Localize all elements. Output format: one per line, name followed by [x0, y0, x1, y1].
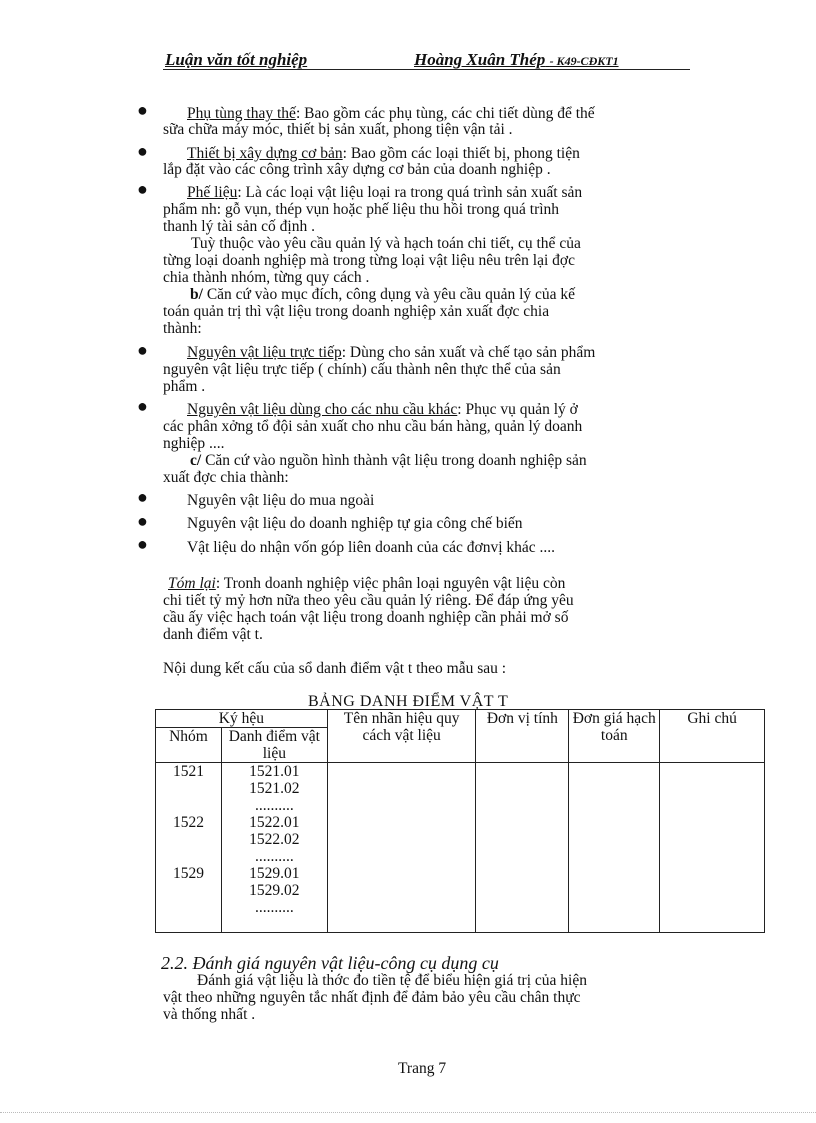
bullet-term: Nguyên vật liệu dùng cho các nhu cầu khác [187, 401, 458, 418]
section-line: Đánh giá vật liệu là thớc đo tiền tệ để biểu hiện giá trị của hiện [197, 972, 587, 989]
group-code: 1521 [172, 763, 204, 780]
material-code: .......... [254, 848, 294, 865]
page-number: Trang 7 [398, 1060, 447, 1077]
bullet-term: Thiết bị xây dựng cơ bản [187, 145, 343, 162]
header-author [414, 50, 619, 70]
bullet-dot: ● [137, 179, 148, 199]
bullet-text: Nguyên vật liệu do doanh nghiệp tự gia công chế biến [187, 515, 523, 532]
paragraph-text: Căn cứ vào nguồn hình thành vật liệu trong doanh nghiệp sản [201, 452, 587, 469]
bullet-dot: ● [137, 534, 148, 554]
section-line: vật theo những nguyên tắc nhất định để đảm bảo yêu cầu chân thực [163, 989, 581, 1006]
price-cell [569, 763, 660, 933]
table-row [156, 763, 765, 933]
paragraph-line: Tuỳ thuộc vào yêu cầu quản lý và hạch toán chi tiết, cụ thể của [191, 235, 581, 252]
bullet-text: nghiệp .... [163, 435, 225, 452]
bullet-term: Phụ tùng thay thế [187, 105, 296, 122]
paragraph-line [190, 453, 587, 469]
name-cell [327, 763, 476, 933]
material-code: .......... [254, 899, 294, 916]
summary-text: : Tronh doanh nghiệp việc phân loại nguyên vật liệu còn [215, 575, 566, 592]
bullet-line [187, 345, 595, 361]
note-cell [660, 763, 765, 933]
bullet-text: : Bao gồm các phụ tùng, các chi tiết dùng để thế [295, 105, 595, 122]
bullet-text: : Bao gồm các loại thiết bị, phong tiện [342, 145, 580, 162]
paragraph-line: từng loại doanh nghiệp mà trong từng loại vật liệu nêu trên lại đợc [163, 252, 575, 269]
bullet-text: thanh lý tài sản cố định . [163, 218, 315, 235]
header-class-code: - K49-CĐKT1 [549, 54, 619, 68]
material-code: 1522.01 [249, 814, 300, 831]
group-code: 1529 [172, 865, 204, 882]
bullet-text: Vật liệu do nhận vốn góp liên doanh của các đơnvị khác .... [187, 539, 556, 556]
header-author-name: Hoàng Xuân Thép [414, 50, 546, 69]
summary-line: danh điểm vật t. [163, 626, 263, 643]
bullet-text: : Phục vụ quản lý ở [457, 401, 578, 418]
paragraph-line: toán quản trị thì vật liệu trong doanh nghiệp xản xuất đợc chia [163, 303, 550, 320]
unit-cell [476, 763, 569, 933]
bullet-dot: ● [137, 100, 148, 120]
bullet-line [187, 402, 578, 418]
header-rule [163, 69, 690, 70]
bullet-dot: ● [137, 396, 148, 416]
bullet-dot: ● [137, 487, 148, 507]
section-label-c: c/ [190, 452, 202, 469]
table-header-row [156, 710, 765, 728]
material-code: 1521.01 [249, 763, 300, 780]
header-code: Danh điểm vật liệu [221, 728, 327, 763]
bullet-dot: ● [137, 141, 148, 161]
bullet-text: phẩm . [163, 378, 206, 395]
paragraph-line: chia thành nhóm, từng quy cách . [163, 269, 370, 286]
bullet-term: Phế liệu [187, 184, 238, 201]
bullet-text: phẩm nh: gỗ vụn, thép vụn hoặc phế liệu thu hồi trong quá trình [163, 201, 560, 218]
group-cell [156, 763, 222, 933]
bullet-text: lắp đặt vào các công trình xây dựng cơ bản của doanh nghiệp . [163, 161, 551, 178]
section-label-b: b/ [190, 286, 203, 303]
table-title: BẢNG DANH ĐIỂM VẬT T [308, 693, 509, 710]
summary-label: Tóm lại [168, 575, 216, 592]
bullet-line [187, 106, 595, 122]
bullet-text: sữa chữa máy móc, thiết bị sản xuất, phong tiện vận tải . [163, 121, 513, 138]
code-cell [221, 763, 327, 933]
paragraph-line [190, 287, 575, 303]
table-intro: Nội dung kết cấu của sổ danh điểm vật t theo mẫu sau : [163, 660, 507, 677]
bullet-dot: ● [137, 340, 148, 360]
bullet-line [187, 185, 582, 201]
bullet-text: : Dùng cho sản xuất và chế tạo sản phẩm [341, 344, 596, 361]
header-group: Nhóm [156, 728, 222, 763]
material-code: 1521.02 [249, 780, 300, 797]
bullet-term: Nguyên vật liệu trực tiếp [187, 344, 342, 361]
bullet-text: : Là các loại vật liệu loại ra trong quá trình sản xuất sản [237, 184, 583, 201]
header-name: Tên nhãn hiệu quy cách vật liệu [327, 710, 476, 763]
bullet-text: các phân xởng tổ đội sản xuất cho nhu cầu bán hàng, quản lý doanh [163, 418, 583, 435]
paragraph-line: thành: [163, 320, 202, 337]
section-line: và thống nhất . [163, 1006, 256, 1023]
bullet-line [187, 146, 580, 162]
group-code: 1522 [172, 814, 204, 831]
summary-line [168, 576, 565, 592]
header-price: Đơn giá hạch toán [569, 710, 660, 763]
header-note: Ghi chú [660, 710, 765, 763]
material-code: 1529.01 [249, 865, 300, 882]
header-kyhieu: Ký hệu [156, 710, 328, 728]
material-code: 1522.02 [249, 831, 300, 848]
paragraph-text: Căn cứ vào mục đích, công dụng và yêu cầu quản lý của kế [202, 286, 576, 303]
material-code-table [155, 709, 765, 933]
bullet-text: nguyên vật liệu trực tiếp ( chính) cấu thành nên thực thể của sản [163, 361, 561, 378]
material-code: .......... [254, 797, 294, 814]
header-left-title: Luận văn tốt nghiệp [165, 50, 308, 69]
summary-line: chi tiết tỷ mỷ hơn nữa theo yêu cầu quản lý riêng. Để đáp ứng yêu [163, 592, 574, 609]
material-code: 1529.02 [249, 882, 300, 899]
header-unit: Đơn vị tính [476, 710, 569, 763]
bullet-dot: ● [137, 511, 148, 531]
page-bottom-rule [0, 1112, 816, 1113]
summary-line: cầu ấy việc hạch toán vật liệu trong doanh nghiệp cần phải mở số [163, 609, 569, 626]
section-heading: 2.2. Đánh giá nguyên vật liệu-công cụ dụng cụ [161, 953, 499, 973]
paragraph-line: xuất đợc chia thành: [163, 469, 289, 486]
bullet-text: Nguyên vật liệu do mua ngoài [187, 492, 375, 509]
